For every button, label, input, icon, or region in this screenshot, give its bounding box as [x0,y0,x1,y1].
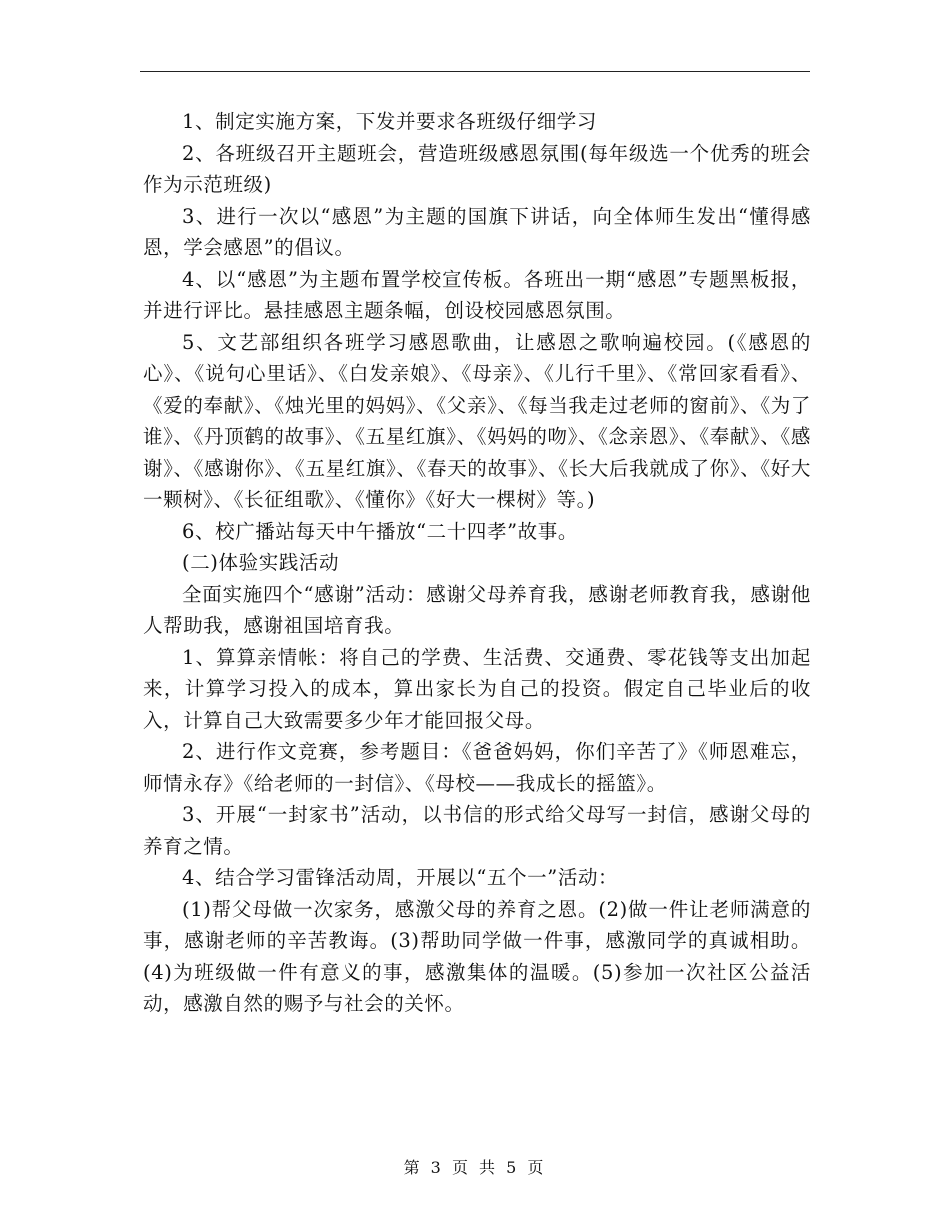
paragraph-item-2: 2、各班级召开主题班会，营造班级感恩氛围(每年级选一个优秀的班会作为示范班级) [143,141,811,196]
page-number: 第 3 页 共 5 页 [403,1158,547,1177]
paragraph-subitems: (1)帮父母做一次家务，感激父母的养育之恩。(2)做一件让老师满意的事，感谢老师的辛苦教诲。(3)帮助同学做一件事，感激同学的真诚相助。(4)为班级做一件有意义的事，感激集体的温暖。(5)参加一次社区公益活动，感激自然的赐予与社会的关怀。 [143,897,811,1015]
header-divider [140,71,810,72]
paragraph-item-1b: 1、算算亲情帐：将自己的学费、生活费、交通费、零花钱等支出加起来，计算学习投入的成本，算出家长为自己的投资。假定自己毕业后的收入，计算自己大致需要多少年才能回报父母。 [143,645,811,732]
paragraph-item-1: 1、制定实施方案，下发并要求各班级仔细学习 [182,110,598,133]
paragraph-item-3b: 3、开展“一封家书”活动，以书信的形式给父母写一封信，感谢父母的养育之情。 [143,803,811,858]
paragraph-item-2b: 2、进行作文竞赛，参考题目：《爸爸妈妈，你们辛苦了》《师恩难忘，师情永存》《给老师的一封信》、《母校——我成长的摇篮》。 [143,740,811,795]
paragraph-item-6: 6、校广播站每天中午播放“二十四孝”故事。 [182,519,578,543]
paragraph-item-4b: 4、结合学习雷锋活动周，开展以“五个一”活动： [182,866,619,889]
document-body [143,106,811,1020]
paragraph-item-5: 5、文艺部组织各班学习感恩歌曲，让感恩之歌响遍校园。(《感恩的心》、《说句心里话》、《白发亲娘》、《母亲》、《儿行千里》、《常回家看看》、《爱的奉献》、《烛光里的妈妈》、《父亲》、《每当我走过老师的窗前》、《为了谁》、《丹顶鹤的故事》、《五星红旗》、《妈妈的吻》、《念亲恩》、《奉献》、《感谢》、《感谢你》、《五星红旗》、《春天的故事》、《长大后我就成了你》、《好大一颗树》、《长征组歌》、《懂你》《好大一棵树》等。) [143,330,811,511]
paragraph-item-4: 4、以“感恩”为主题布置学校宣传板。各班出一期“感恩”专题黑板报，并进行评比。悬挂感恩主题条幅，创设校园感恩氛围。 [143,267,811,322]
section-heading: (二)体验实践活动 [182,551,340,574]
paragraph-item-3: 3、进行一次以“感恩”为主题的国旗下讲话，向全体师生发出“懂得感恩，学会感恩”的倡议。 [143,204,811,259]
paragraph-intro: 全面实施四个“感谢”活动：感谢父母养育我，感谢老师教育我，感谢他人帮助我，感谢祖国培育我。 [143,582,811,637]
